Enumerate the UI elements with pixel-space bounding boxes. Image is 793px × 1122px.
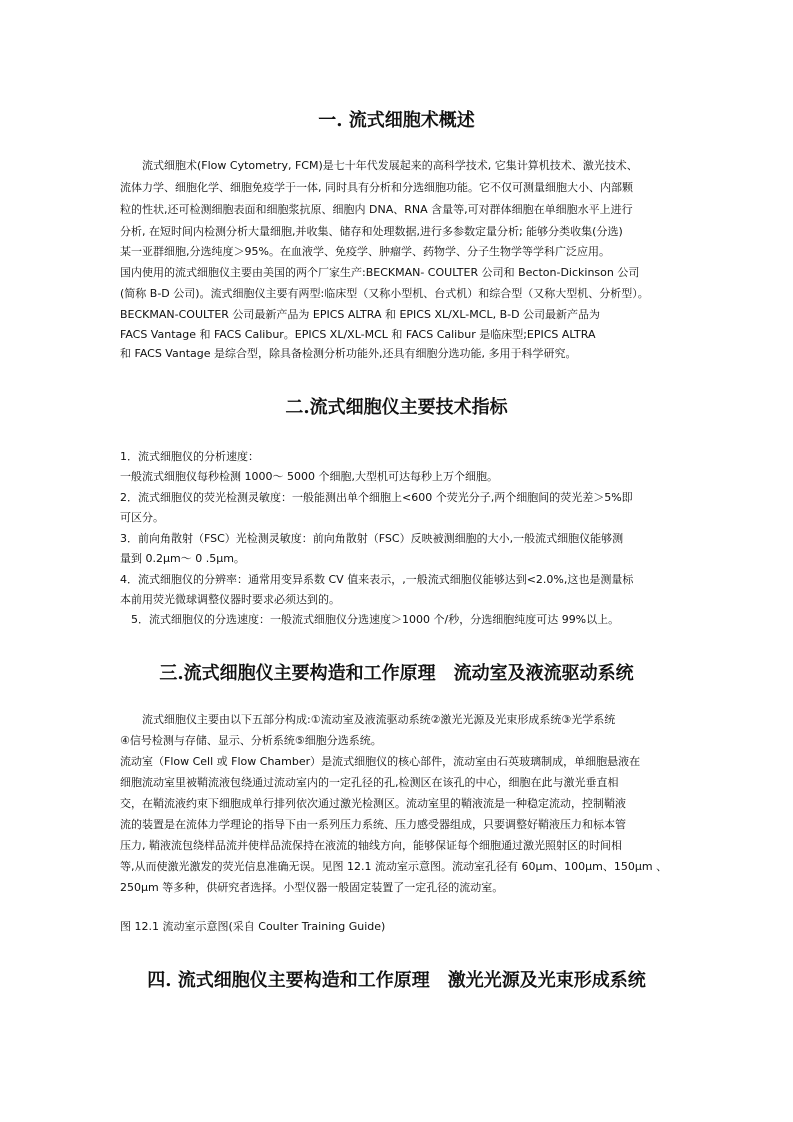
section-heading-4: 四. 流式细胞仪主要构造和工作原理 激光光源及光束形成系统	[147, 970, 646, 991]
paragraph-line: 5．流式细胞仪的分选速度：一般流式细胞仪分选速度＞1000 个/秒，分选细胞纯度可达 99%以上。	[120, 613, 620, 626]
paragraph-line: 流动室（Flow Cell 或 Flow Chamber）是流式细胞仪的核心部件，流动室由石英玻璃制成，单细胞悬液在	[120, 755, 641, 768]
paragraph-line: 3．前向角散射（FSC）光检测灵敏度：前向角散射（FSC）反映被测细胞的大小,一般流式细胞仪能够测	[120, 532, 624, 545]
paragraph-line: 可区分。	[120, 511, 164, 524]
paragraph-line: 等,从而使激光激发的荧光信息准确无误。见图 12.1 流动室示意图。流动室孔径有 60μm、100μm、150μm 、	[120, 860, 668, 873]
paragraph-line: 250μm 等多种，供研究者选择。小型仪器一般固定装置了一定孔径的流动室。	[120, 881, 504, 894]
paragraph-line: 流的装置是在流体力学理论的指导下由一系列压力系统、压力感受器组成，只要调整好鞘液压力和标本管	[120, 818, 626, 831]
section-heading-1: 一. 流式细胞术概述	[318, 110, 475, 131]
paragraph-line: FACS Vantage 和 FACS Calibur。EPICS XL/XL-MCL 和 FACS Calibur 是临床型;EPICS ALTRA	[120, 328, 596, 341]
paragraph-line: 粒的性状,还可检测细胞表面和细胞浆抗原、细胞内 DNA、RNA 含量等,可对群体细胞在单细胞水平上进行	[120, 203, 633, 216]
paragraph-line: 交，在鞘流液约束下细胞成单行排列依次通过激光检测区。流动室里的鞘液流是一种稳定流动，控制鞘液	[120, 797, 626, 810]
section-heading-3: 三.流式细胞仪主要构造和工作原理 流动室及液流驱动系统	[159, 663, 634, 684]
paragraph-line: (简称 B-D 公司)。流式细胞仪主要有两型:临床型（又称小型机、台式机）和综合型（又称大型机、分析型）。	[120, 287, 649, 300]
paragraph-line: 1．流式细胞仪的分析速度：	[120, 450, 259, 463]
paragraph-line: BECKMAN-COULTER 公司最新产品为 EPICS ALTRA 和 EPICS XL/XL-MCL, B-D 公司最新产品为	[120, 308, 601, 321]
paragraph-line: 细胞流动室里被鞘流液包绕通过流动室内的一定孔径的孔,检测区在该孔的中心，细胞在此与激光垂直相	[120, 776, 619, 789]
paragraph-line: 一般流式细胞仪每秒检测 1000～ 5000 个细胞,大型机可达每秒上万个细胞。	[120, 470, 498, 483]
paragraph-line: 压力, 鞘液流包绕样品流并使样品流保持在液流的轴线方向，能够保证每个细胞通过激光照射区的时间相	[120, 839, 622, 852]
paragraph-line: 和 FACS Vantage 是综合型，除具备检测分析功能外,还具有细胞分选功能, 多用于科学研究。	[120, 347, 577, 360]
paragraph-line: 流式细胞术(Flow Cytometry, FCM)是七十年代发展起来的高科学技术, 它集计算机技术、激光技术、	[120, 159, 638, 172]
section-heading-2: 二.流式细胞仪主要技术指标	[285, 397, 508, 418]
paragraph-line: 某一亚群细胞,分选纯度＞95%。在血液学、免疫学、肿瘤学、药物学、分子生物学等学科广泛应用。	[120, 245, 610, 258]
paragraph-line: 流式细胞仪主要由以下五部分构成:①流动室及液流驱动系统②激光光源及光束形成系统③光学系统	[120, 713, 616, 726]
paragraph-line: 量到 0.2μm～ 0 .5μm。	[120, 552, 245, 565]
paragraph-line: 4．流式细胞仪的分辨率：通常用变异系数 CV 值来表示，,一般流式细胞仪能够达到<2.0%,这也是测量标	[120, 573, 634, 586]
figure-caption: 图 12.1 流动室示意图(采自 Coulter Training Guide)	[120, 920, 386, 933]
paragraph-line: 国内使用的流式细胞仪主要由美国的两个厂家生产:BECKMAN- COULTER 公司和 Becton-Dickinson 公司	[120, 266, 640, 279]
paragraph-line: 本前用荧光微球调整仪器时要求必须达到的。	[120, 593, 340, 606]
paragraph-line: 流体力学、细胞化学、细胞免疫学于一体, 同时具有分析和分选细胞功能。它不仅可测量细胞大小、内部颗	[120, 181, 633, 194]
paragraph-line: 2．流式细胞仪的荧光检测灵敏度：一般能测出单个细胞上<600 个荧光分子,两个细胞间的荧光差＞5%即	[120, 491, 633, 504]
paragraph-line: 分析, 在短时间内检测分析大量细胞,并收集、储存和处理数据,进行多参数定量分析; 能够分类收集(分选)	[120, 225, 623, 238]
paragraph-line: ④信号检测与存储、显示、分析系统⑤细胞分选系统。	[120, 734, 382, 747]
